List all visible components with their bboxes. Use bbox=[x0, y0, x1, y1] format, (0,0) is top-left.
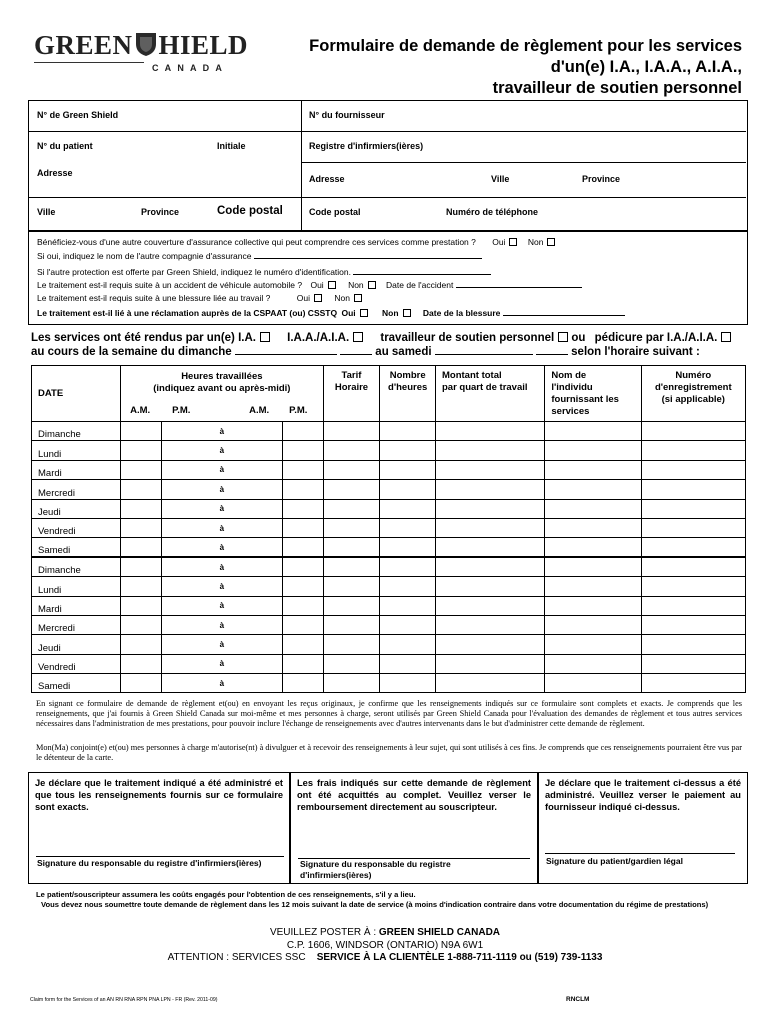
entry-cell[interactable] bbox=[283, 615, 324, 634]
col-reg-number: Numéro d'enregistrement (si applicable) bbox=[641, 366, 745, 422]
form-code: Claim form for the Services of an AN RN RNA RPN PNA LPN - FR (Rev. 2011-09) bbox=[30, 997, 218, 1003]
entry-cell[interactable] bbox=[323, 557, 380, 576]
entry-cell[interactable] bbox=[545, 635, 641, 654]
entry-cell[interactable] bbox=[641, 615, 745, 634]
entry-cell[interactable] bbox=[121, 674, 162, 693]
shield-icon bbox=[135, 31, 157, 57]
entry-cell[interactable] bbox=[121, 422, 162, 441]
day-cell: Mardi bbox=[32, 596, 121, 615]
time-separator-cell[interactable]: à bbox=[202, 499, 243, 518]
entry-cell[interactable] bbox=[641, 460, 745, 479]
table-row bbox=[32, 480, 746, 499]
entry-cell[interactable] bbox=[121, 518, 162, 537]
auto-accident-no-checkbox[interactable] bbox=[368, 281, 376, 289]
id-section bbox=[28, 100, 748, 231]
schedule-table bbox=[31, 365, 746, 693]
entry-cell[interactable] bbox=[242, 480, 283, 499]
day-cell: Dimanche bbox=[32, 557, 121, 576]
time-separator-cell[interactable]: à bbox=[202, 654, 243, 673]
day-cell: Vendredi bbox=[32, 518, 121, 537]
time-separator-cell[interactable]: à bbox=[202, 422, 243, 441]
entry-cell[interactable] bbox=[323, 596, 380, 615]
initial-label[interactable]: Initiale bbox=[217, 141, 246, 151]
col-rate: Tarif Horaire bbox=[323, 366, 380, 422]
legal-paragraph-2: Mon(Ma) conjoint(e) et(ou) mes personnes à charge m'autorise(nt) à divulguer et à recevoir des renseignements à leur sujet, qui sont utilisés à ces fins. Je comprends que ces renseignements pourraient être vus par le détenteur de la carte. bbox=[36, 743, 742, 763]
entry-cell[interactable] bbox=[283, 577, 324, 596]
table-row bbox=[32, 557, 746, 576]
entry-cell[interactable] bbox=[545, 557, 641, 576]
services-line-2: au cours de la semaine du dimanche au samedi selon l'horaire suivant : bbox=[31, 346, 700, 358]
col-num-hours: Nombre d'heures bbox=[380, 366, 436, 422]
entry-cell[interactable] bbox=[242, 635, 283, 654]
entry-cell[interactable] bbox=[545, 422, 641, 441]
entry-cell[interactable] bbox=[323, 635, 380, 654]
entry-cell[interactable] bbox=[380, 460, 436, 479]
entry-cell[interactable] bbox=[641, 596, 745, 615]
entry-cell[interactable] bbox=[283, 538, 324, 557]
address-right-label[interactable]: Adresse bbox=[309, 174, 345, 184]
time-separator-cell[interactable]: à bbox=[202, 557, 243, 576]
signature-line-3[interactable] bbox=[545, 853, 735, 854]
day-cell: Jeudi bbox=[32, 635, 121, 654]
other-coverage-no-checkbox[interactable] bbox=[547, 238, 555, 246]
day-cell: Samedi bbox=[32, 538, 121, 557]
entry-cell[interactable] bbox=[121, 615, 162, 634]
entry-cell[interactable] bbox=[545, 460, 641, 479]
entry-cell[interactable] bbox=[380, 596, 436, 615]
am-label-1: A.M. bbox=[130, 405, 151, 416]
table-row bbox=[32, 518, 746, 537]
ia-checkbox[interactable] bbox=[260, 332, 270, 342]
province-left-label[interactable]: Province bbox=[141, 207, 180, 217]
signature-line-1[interactable] bbox=[36, 856, 284, 857]
entry-cell[interactable] bbox=[283, 557, 324, 576]
day-cell: Mardi bbox=[32, 460, 121, 479]
time-separator-cell[interactable]: à bbox=[202, 674, 243, 693]
form-short-code: RNCLM bbox=[566, 996, 590, 1003]
entry-cell[interactable] bbox=[283, 499, 324, 518]
entry-cell[interactable] bbox=[121, 596, 162, 615]
entry-cell[interactable] bbox=[161, 635, 202, 654]
declaration-box-2: Les frais indiqués sur cette demande de règlement ont été acquittés au complet. Veuillez verser le remboursement directement au souscripteur. bbox=[290, 772, 538, 884]
entry-cell[interactable] bbox=[242, 557, 283, 576]
declaration-box-1: Je déclare que le traitement indiqué a été administré et que tous les renseignements fournis sur ce formulaire sont exacts. bbox=[28, 772, 290, 884]
entry-cell[interactable] bbox=[641, 538, 745, 557]
city-right-label[interactable]: Ville bbox=[491, 174, 510, 184]
day-cell: Dimanche bbox=[32, 422, 121, 441]
entry-cell[interactable] bbox=[436, 557, 545, 576]
entry-cell[interactable] bbox=[161, 441, 202, 460]
entry-cell[interactable] bbox=[161, 422, 202, 441]
entry-cell[interactable] bbox=[242, 674, 283, 693]
entry-cell[interactable] bbox=[161, 674, 202, 693]
entry-cell[interactable] bbox=[436, 615, 545, 634]
entry-cell[interactable] bbox=[161, 654, 202, 673]
mail-block: VEUILLEZ POSTER À : GREEN SHIELD CANADA C.P. 1606, WINDSOR (ONTARIO) N9A 6W1 ATTENTION : SERVICES SSC SERVICE À LA CLIENTÈLE 1-888-711-1119 ou (519) 739-1133 bbox=[167, 927, 603, 963]
table-row bbox=[32, 460, 746, 479]
entry-cell[interactable] bbox=[161, 615, 202, 634]
entry-cell[interactable] bbox=[436, 577, 545, 596]
other-insurer-field[interactable] bbox=[254, 258, 482, 259]
entry-cell[interactable] bbox=[242, 518, 283, 537]
gs-id-field[interactable] bbox=[353, 274, 491, 275]
entry-cell[interactable] bbox=[545, 596, 641, 615]
day-cell: Lundi bbox=[32, 577, 121, 596]
signature-label-3: Signature du patient/gardien légal bbox=[546, 856, 683, 866]
day-cell: Mercredi bbox=[32, 480, 121, 499]
entry-cell[interactable] bbox=[323, 654, 380, 673]
entry-cell[interactable] bbox=[283, 422, 324, 441]
time-separator-cell[interactable]: à bbox=[202, 596, 243, 615]
time-separator-cell[interactable]: à bbox=[202, 441, 243, 460]
entry-cell[interactable] bbox=[641, 557, 745, 576]
foot-care-checkbox[interactable] bbox=[721, 332, 731, 342]
entry-cell[interactable] bbox=[121, 557, 162, 576]
entry-cell[interactable] bbox=[323, 460, 380, 479]
entry-cell[interactable] bbox=[380, 615, 436, 634]
time-separator-cell[interactable]: à bbox=[202, 635, 243, 654]
entry-cell[interactable] bbox=[436, 596, 545, 615]
entry-cell[interactable] bbox=[161, 538, 202, 557]
entry-cell[interactable] bbox=[121, 577, 162, 596]
time-separator-cell[interactable]: à bbox=[202, 577, 243, 596]
time-separator-cell[interactable]: à bbox=[202, 538, 243, 557]
entry-cell[interactable] bbox=[380, 654, 436, 673]
table-row bbox=[32, 596, 746, 615]
entry-cell[interactable] bbox=[436, 499, 545, 518]
week-end-field[interactable] bbox=[435, 354, 533, 355]
table-row bbox=[32, 441, 746, 460]
col-date: DATE bbox=[32, 366, 121, 422]
entry-cell[interactable] bbox=[641, 422, 745, 441]
logo-word-shield: HIELD bbox=[158, 30, 249, 60]
province-right-label[interactable]: Province bbox=[582, 174, 621, 184]
entry-cell[interactable] bbox=[121, 499, 162, 518]
entry-cell[interactable] bbox=[323, 538, 380, 557]
entry-cell[interactable] bbox=[641, 499, 745, 518]
entry-cell[interactable] bbox=[545, 615, 641, 634]
entry-cell[interactable] bbox=[242, 577, 283, 596]
entry-cell[interactable] bbox=[380, 441, 436, 460]
entry-cell[interactable] bbox=[545, 480, 641, 499]
entry-cell[interactable] bbox=[323, 480, 380, 499]
time-separator-cell[interactable]: à bbox=[202, 518, 243, 537]
entry-cell[interactable] bbox=[323, 674, 380, 693]
week-start-field-2[interactable] bbox=[340, 354, 372, 355]
day-cell: Samedi bbox=[32, 674, 121, 693]
entry-cell[interactable] bbox=[641, 654, 745, 673]
entry-cell[interactable] bbox=[436, 518, 545, 537]
entry-cell[interactable] bbox=[121, 460, 162, 479]
coverage-section: Bénéficiez-vous d'une autre couverture d'assurance collective qui peut comprendre ces services comme prestation ? Oui Non Si oui, indiquez le nom de l'autre compagnie d'assurance Si l'autre protection est offerte par Green Shield, indiquez le numéro d'identification. Le traitement est-il requis suite à un accident de véhicule automobile ? Oui Non Date de l'accident Le traitement est-il requis suite à une blessure liée au travail ? Oui Non Le traitement est-il lié à une réclamation auprès de la CSPAAT (ou) CSSTQ Oui Non Date de la blessure bbox=[28, 231, 748, 325]
entry-cell[interactable] bbox=[436, 460, 545, 479]
day-cell: Mercredi bbox=[32, 615, 121, 634]
entry-cell[interactable] bbox=[380, 480, 436, 499]
entry-cell[interactable] bbox=[283, 518, 324, 537]
form-title: Formulaire de demande de règlement pour les services d'un(e) I.A., I.A.A., A.I.A., travailleur de soutien personnel bbox=[309, 37, 742, 97]
entry-cell[interactable] bbox=[323, 518, 380, 537]
entry-cell[interactable] bbox=[380, 422, 436, 441]
provider-number-label[interactable]: N° du fournisseur bbox=[309, 110, 385, 120]
entry-cell[interactable] bbox=[436, 422, 545, 441]
entry-cell[interactable] bbox=[121, 538, 162, 557]
declaration-box-3: Je déclare que le traitement ci-dessus a été administré. Veuillez verser le paiement au fournisseur indiqué ci-dessus. bbox=[538, 772, 748, 884]
psw-checkbox[interactable] bbox=[558, 332, 568, 342]
pm-label-1: P.M. bbox=[172, 405, 191, 416]
entry-cell[interactable] bbox=[545, 674, 641, 693]
patient-number-label[interactable]: N° du patient bbox=[37, 141, 93, 151]
logo-subtitle: C A N A D A bbox=[152, 63, 224, 73]
entry-cell[interactable] bbox=[436, 480, 545, 499]
auto-accident-yes-checkbox[interactable] bbox=[328, 281, 336, 289]
col-provider-name: Nom de l'individu fournissant les services bbox=[545, 366, 641, 422]
entry-cell[interactable] bbox=[641, 518, 745, 537]
entry-cell[interactable] bbox=[641, 635, 745, 654]
entry-cell[interactable] bbox=[283, 460, 324, 479]
cspaat-no-checkbox[interactable] bbox=[403, 309, 411, 317]
work-injury-no-checkbox[interactable] bbox=[354, 294, 362, 302]
gs-number-label[interactable]: N° de Green Shield bbox=[37, 110, 119, 120]
address-left-label[interactable]: Adresse bbox=[37, 168, 73, 178]
entry-cell[interactable] bbox=[121, 654, 162, 673]
time-separator-cell[interactable]: à bbox=[202, 615, 243, 634]
entry-cell[interactable] bbox=[323, 499, 380, 518]
nurse-registry-label[interactable]: Registre d'infirmiers(ières) bbox=[309, 141, 424, 151]
entry-cell[interactable] bbox=[436, 441, 545, 460]
entry-cell[interactable] bbox=[380, 518, 436, 537]
entry-cell[interactable] bbox=[161, 577, 202, 596]
table-row bbox=[32, 422, 746, 441]
injury-date-field[interactable] bbox=[503, 315, 625, 316]
table-row bbox=[32, 538, 746, 557]
entry-cell[interactable] bbox=[242, 460, 283, 479]
entry-cell[interactable] bbox=[242, 441, 283, 460]
signature-label-2: Signature du responsable du registre d'infirmiers(ières) bbox=[300, 859, 451, 880]
col-total: Montant total par quart de travail bbox=[436, 366, 545, 422]
entry-cell[interactable] bbox=[121, 635, 162, 654]
entry-cell[interactable] bbox=[641, 674, 745, 693]
cspaat-yes-checkbox[interactable] bbox=[360, 309, 368, 317]
table-row bbox=[32, 615, 746, 634]
entry-cell[interactable] bbox=[161, 596, 202, 615]
services-line-1: Les services ont été rendus par un(e) I.A. I.A.A./A.I.A. travailleur de soutien personnel ou pédicure par I.A./A.I.A. bbox=[31, 332, 731, 344]
other-coverage-yes-checkbox[interactable] bbox=[509, 238, 517, 246]
am-label-2: A.M. bbox=[249, 405, 270, 416]
entry-cell[interactable] bbox=[161, 499, 202, 518]
entry-cell[interactable] bbox=[283, 674, 324, 693]
entry-cell[interactable] bbox=[161, 480, 202, 499]
legal-paragraph-1: En signant ce formulaire de demande de règlement et(ou) en envoyant les reçus originaux, je confirme que les renseignements indiqués sur ce formulaire sont complets et exacts. Je comprends que les renseignements, que j'ai fournis à Green Shield Canada sur moi-même et mes personnes à charge, seront utilisés par Green Shield Canada pour l'évaluation des demandes de règlement et tous autres services nécessaires dans l'administration de mes prestations, pour pouvoir inclure l'échange de renseignements avec d'autres intervenants dans le but d'administrer cette demande de règlement. bbox=[36, 699, 742, 729]
week-start-field[interactable] bbox=[235, 354, 337, 355]
table-row bbox=[32, 499, 746, 518]
entry-cell[interactable] bbox=[436, 635, 545, 654]
entry-cell[interactable] bbox=[283, 596, 324, 615]
postal-left-label[interactable]: Code postal bbox=[217, 205, 283, 217]
iaa-checkbox[interactable] bbox=[353, 332, 363, 342]
table-row bbox=[32, 654, 746, 673]
pm-label-2: P.M. bbox=[289, 405, 308, 416]
entry-cell[interactable] bbox=[380, 674, 436, 693]
table-row bbox=[32, 577, 746, 596]
entry-cell[interactable] bbox=[436, 674, 545, 693]
time-separator-cell[interactable]: à bbox=[202, 480, 243, 499]
entry-cell[interactable] bbox=[545, 654, 641, 673]
entry-cell[interactable] bbox=[161, 557, 202, 576]
entry-cell[interactable] bbox=[323, 441, 380, 460]
note-1: Le patient/souscripteur assumera les coûts engagés pour l'obtention de ces renseignements, s'il y a lieu. bbox=[36, 890, 416, 899]
postal-right-label[interactable]: Code postal bbox=[309, 207, 361, 217]
entry-cell[interactable] bbox=[283, 654, 324, 673]
entry-cell[interactable] bbox=[121, 480, 162, 499]
phone-label[interactable]: Numéro de téléphone bbox=[446, 207, 539, 217]
entry-cell[interactable] bbox=[323, 615, 380, 634]
entry-cell[interactable] bbox=[380, 499, 436, 518]
note-2: Vous devez nous soumettre toute demande de règlement dans les 12 mois suivant la date de service (à moins d'indication contraire dans votre documentation du régime de prestations) bbox=[41, 900, 709, 909]
entry-cell[interactable] bbox=[545, 441, 641, 460]
entry-cell[interactable] bbox=[242, 538, 283, 557]
col-hours: Heures travaillées (indiquez avant ou après-midi) A.M. P.M. A.M. P.M. bbox=[121, 366, 324, 422]
logo bbox=[34, 30, 249, 78]
entry-cell[interactable] bbox=[380, 557, 436, 576]
entry-cell[interactable] bbox=[436, 538, 545, 557]
entry-cell[interactable] bbox=[121, 441, 162, 460]
entry-cell[interactable] bbox=[242, 596, 283, 615]
entry-cell[interactable] bbox=[242, 422, 283, 441]
entry-cell[interactable] bbox=[641, 480, 745, 499]
day-cell: Jeudi bbox=[32, 499, 121, 518]
entry-cell[interactable] bbox=[323, 422, 380, 441]
week-end-field-2[interactable] bbox=[536, 354, 568, 355]
entry-cell[interactable] bbox=[545, 499, 641, 518]
day-cell: Lundi bbox=[32, 441, 121, 460]
entry-cell[interactable] bbox=[641, 577, 745, 596]
work-injury-yes-checkbox[interactable] bbox=[314, 294, 322, 302]
entry-cell[interactable] bbox=[545, 538, 641, 557]
entry-cell[interactable] bbox=[436, 654, 545, 673]
entry-cell[interactable] bbox=[242, 499, 283, 518]
entry-cell[interactable] bbox=[283, 441, 324, 460]
entry-cell[interactable] bbox=[242, 654, 283, 673]
accident-date-field[interactable] bbox=[456, 287, 582, 288]
entry-cell[interactable] bbox=[380, 635, 436, 654]
entry-cell[interactable] bbox=[545, 577, 641, 596]
entry-cell[interactable] bbox=[283, 480, 324, 499]
signature-label-1: Signature du responsable du registre d'infirmiers(ières) bbox=[37, 858, 262, 868]
entry-cell[interactable] bbox=[242, 615, 283, 634]
table-row bbox=[32, 635, 746, 654]
entry-cell[interactable] bbox=[161, 460, 202, 479]
entry-cell[interactable] bbox=[380, 538, 436, 557]
entry-cell[interactable] bbox=[323, 577, 380, 596]
day-cell: Vendredi bbox=[32, 654, 121, 673]
logo-word-green: GREEN bbox=[34, 30, 133, 60]
time-separator-cell[interactable]: à bbox=[202, 460, 243, 479]
entry-cell[interactable] bbox=[161, 518, 202, 537]
city-left-label[interactable]: Ville bbox=[37, 207, 56, 217]
table-row bbox=[32, 674, 746, 693]
entry-cell[interactable] bbox=[545, 518, 641, 537]
entry-cell[interactable] bbox=[283, 635, 324, 654]
entry-cell[interactable] bbox=[641, 441, 745, 460]
entry-cell[interactable] bbox=[380, 577, 436, 596]
